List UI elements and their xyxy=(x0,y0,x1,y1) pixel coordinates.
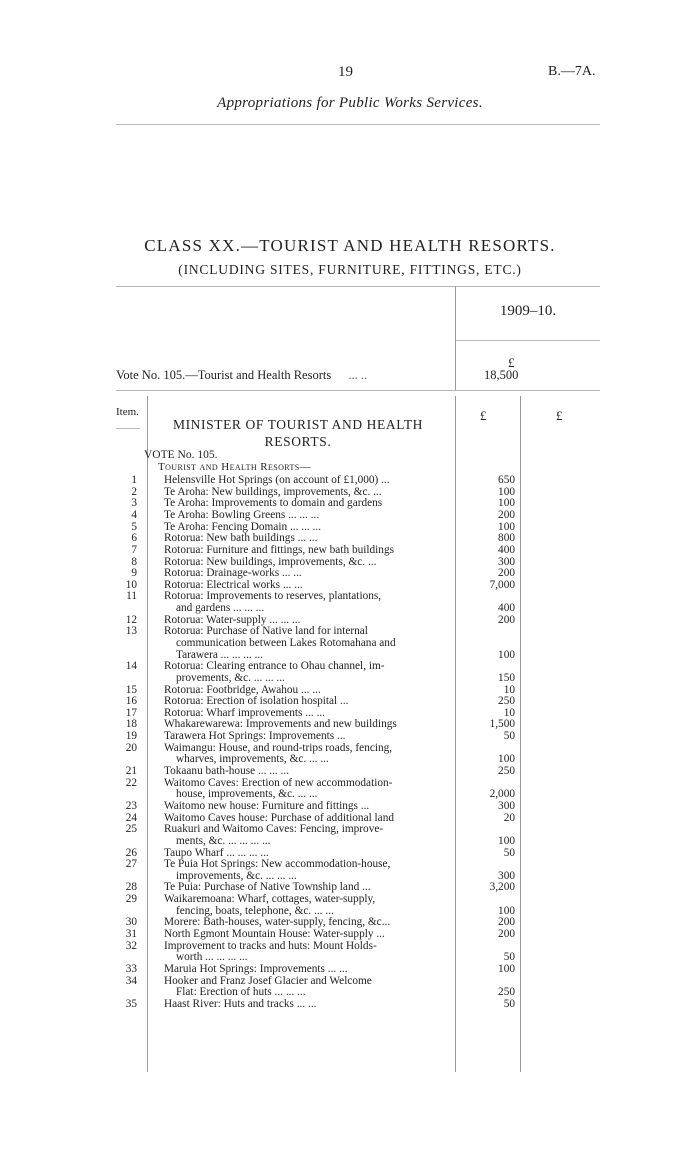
item-amount: 100 xyxy=(498,497,515,510)
item-number: 26 xyxy=(125,846,137,859)
item-description: Hooker and Franz Josef Glacier and Welcome xyxy=(164,975,372,987)
summary-bottom-rule xyxy=(116,390,600,391)
table-row xyxy=(108,778,528,789)
item-column-header: Item. xyxy=(116,406,139,418)
item-number: 18 xyxy=(125,718,137,731)
table-row xyxy=(108,859,528,870)
item-number: 25 xyxy=(125,823,137,836)
item-amount: 3,200 xyxy=(489,881,515,894)
table-row xyxy=(108,498,528,509)
table-row xyxy=(108,894,528,905)
item-number: 15 xyxy=(125,683,137,696)
item-number: 30 xyxy=(125,916,137,929)
item-description: Rotorua: Purchase of Native land for internal xyxy=(164,626,368,638)
item-number: 17 xyxy=(125,706,137,719)
table-row xyxy=(108,719,528,730)
amount-currency-1: £ xyxy=(480,408,487,423)
table-row xyxy=(108,836,528,847)
item-number: 34 xyxy=(125,974,137,987)
item-amount: 400 xyxy=(498,602,515,614)
table-row xyxy=(108,813,528,824)
item-number: 3 xyxy=(131,497,137,510)
item-description: Rotorua: Clearing entrance to Ohau channel, im- xyxy=(164,661,385,673)
item-amount: 250 xyxy=(498,695,515,708)
item-amount: 100 xyxy=(498,520,515,533)
item-description: Waitomo Caves house: Purchase of additional land xyxy=(164,812,394,824)
item-description: Rotorua: New buildings, improvements, &c. ... xyxy=(164,556,377,568)
table-row xyxy=(108,591,528,602)
item-amount: 150 xyxy=(498,671,515,684)
item-description: and gardens ... ... ... xyxy=(176,603,265,614)
vote-number: VOTE No. 105. xyxy=(144,449,218,461)
item-amount: 100 xyxy=(498,648,515,661)
item-description: Rotorua: Improvements to reserves, plantations, xyxy=(164,591,382,603)
table-row xyxy=(108,638,528,649)
item-description: Rotorua: Electrical works ... ... xyxy=(164,579,303,591)
item-description: Taupo Wharf ... ... ... ... xyxy=(164,847,269,859)
table-row xyxy=(108,941,528,952)
item-description: wharves, improvements, &c. ... ... xyxy=(176,754,329,766)
table-row xyxy=(108,801,528,812)
section-heading: Tourist and Health Resorts— xyxy=(158,461,312,473)
item-amount: 250 xyxy=(498,765,515,777)
item-description: Haast River: Huts and tracks ... ... xyxy=(164,998,317,1010)
item-description: Improvement to tracks and huts: Mount Holds- xyxy=(164,940,377,952)
table-row xyxy=(108,615,528,626)
item-amount: 200 xyxy=(498,508,515,521)
item-number: 29 xyxy=(125,893,137,905)
item-description: Waikaremoana: Wharf, cottages, water-supply, xyxy=(164,894,376,905)
table-row xyxy=(108,976,528,987)
item-description: Te Aroha: New buildings, improvements, &c. ... xyxy=(164,486,382,498)
item-number: 31 xyxy=(125,928,137,940)
item-amount: 20 xyxy=(503,811,515,824)
item-description: Waimangu: House, and round-trips roads, fencing, xyxy=(164,742,393,754)
item-amount: 1,500 xyxy=(489,718,515,731)
item-description: Morere: Bath-houses, water-supply, fencing, &c... xyxy=(164,917,391,929)
item-header-rule xyxy=(116,428,140,429)
item-description: communication between Lakes Rotomahana and xyxy=(176,638,396,649)
item-number: 12 xyxy=(125,613,137,626)
table-row xyxy=(108,917,528,928)
table-row xyxy=(108,580,528,591)
class-title: CLASS XX.—TOURIST AND HEALTH RESORTS. xyxy=(144,236,556,255)
item-description: provements, &c. ... ... ... xyxy=(176,672,285,684)
item-description: Rotorua: New bath buildings ... ... xyxy=(164,533,318,545)
table-row xyxy=(108,557,528,568)
item-amount: 50 xyxy=(503,997,515,1010)
table-row xyxy=(108,475,528,486)
item-number: 22 xyxy=(125,776,137,789)
item-amount: 200 xyxy=(498,916,515,929)
table-row xyxy=(108,929,528,940)
item-description: improvements, &c. ... ... ... xyxy=(176,870,297,882)
item-number: 28 xyxy=(125,881,137,894)
summary-top-rule xyxy=(116,286,600,287)
table-row xyxy=(108,766,528,777)
item-description: Whakarewarewa: Improvements and new buildings xyxy=(164,719,397,731)
table-row xyxy=(108,626,528,637)
table-row xyxy=(108,999,528,1010)
item-description: Maruia Hot Springs: Improvements ... ... xyxy=(164,963,348,975)
item-amount: 200 xyxy=(498,567,515,580)
item-description: Rotorua: Footbridge, Awahou ... ... xyxy=(164,684,321,696)
table-row xyxy=(108,522,528,533)
item-number: 32 xyxy=(125,939,137,952)
item-description: Tarawera ... ... ... ... xyxy=(176,649,264,661)
table-row xyxy=(108,510,528,521)
item-description: Ruakuri and Waitomo Caves: Fencing, improve- xyxy=(164,824,384,836)
item-description: Flat: Erection of huts ... ... ... xyxy=(176,987,306,999)
table-row xyxy=(108,906,528,917)
item-number: 8 xyxy=(131,555,137,568)
item-number: 5 xyxy=(131,520,137,533)
vote-label xyxy=(116,368,367,383)
minister-heading-line1: MINISTER OF TOURIST AND HEALTH xyxy=(172,417,424,432)
table-row xyxy=(108,545,528,556)
item-number: 13 xyxy=(125,625,137,638)
item-number: 2 xyxy=(131,485,137,498)
table-row xyxy=(108,743,528,754)
item-number: 10 xyxy=(125,578,137,591)
item-amount: 400 xyxy=(498,543,515,556)
item-number: 35 xyxy=(125,997,137,1010)
item-description: fencing, boats, telephone, &c. ... ... xyxy=(176,905,334,917)
item-amount: 2,000 xyxy=(489,788,515,801)
table-row xyxy=(108,882,528,893)
item-description: Te Puia: Purchase of Native Township land ... xyxy=(164,882,371,894)
table-row xyxy=(108,754,528,765)
item-amount: 50 xyxy=(503,730,515,743)
item-amount: 100 xyxy=(498,904,515,917)
item-number: 19 xyxy=(125,730,137,743)
table-row xyxy=(108,871,528,882)
item-number: 16 xyxy=(125,695,137,708)
item-amount: 300 xyxy=(498,869,515,882)
item-description: Rotorua: Furniture and fittings, new bath buildings xyxy=(164,544,394,556)
item-amount: 100 xyxy=(498,485,515,498)
item-number: 21 xyxy=(125,765,137,777)
page-number: 19 xyxy=(338,64,353,80)
item-description: house, improvements, &c. ... ... xyxy=(176,789,318,801)
table-row xyxy=(108,673,528,684)
table-row xyxy=(108,696,528,707)
minister-heading xyxy=(140,416,456,450)
item-description: worth ... ... ... ... xyxy=(176,952,248,964)
item-number: 23 xyxy=(125,799,137,812)
item-amount: 100 xyxy=(498,753,515,766)
item-amount: 50 xyxy=(503,951,515,964)
item-amount: 10 xyxy=(503,706,515,719)
item-number: 6 xyxy=(131,532,137,545)
item-number: 24 xyxy=(125,811,137,824)
item-amount: 10 xyxy=(503,683,515,696)
item-description: Rotorua: Erection of isolation hospital ... xyxy=(164,696,349,708)
item-description: Rotorua: Water-supply ... ... ... xyxy=(164,614,301,626)
minister-heading-line2: RESORTS. xyxy=(264,434,332,449)
item-description: Rotorua: Wharf improvements ... ... xyxy=(164,707,326,719)
table-row xyxy=(108,568,528,579)
item-number: 11 xyxy=(126,590,137,603)
table-row xyxy=(108,661,528,672)
item-amount: 800 xyxy=(498,532,515,545)
item-number: 14 xyxy=(125,660,137,673)
item-amount: 250 xyxy=(498,986,515,999)
item-description: Rotorua: Drainage-works ... ... xyxy=(164,568,302,580)
table-row xyxy=(108,650,528,661)
running-title: Appropriations for Public Works Services. xyxy=(217,95,483,111)
item-description: Waitomo new house: Furniture and fittings ... xyxy=(164,800,370,812)
amount-currency-2: £ xyxy=(556,408,563,423)
summary-currency: £ xyxy=(508,355,515,370)
table-row xyxy=(108,848,528,859)
item-amount: 100 xyxy=(498,834,515,847)
summary-column-divider xyxy=(455,286,456,390)
document-reference: B.—7A. xyxy=(548,64,596,79)
table-row xyxy=(108,685,528,696)
class-subtitle: (INCLUDING SITES, FURNITURE, FITTINGS, ETC.) xyxy=(178,262,522,277)
item-description: North Egmont Mountain House: Water-supply ... xyxy=(164,929,385,940)
vote-amount: 18,500 xyxy=(484,368,519,382)
item-number: 4 xyxy=(131,508,137,521)
item-description: Waitomo Caves: Erection of new accommodation- xyxy=(164,777,393,789)
item-amount: 200 xyxy=(498,928,515,940)
item-description: Helensville Hot Springs (on account of £1,000) ... xyxy=(164,475,390,486)
table-row xyxy=(108,964,528,975)
item-description: Te Aroha: Fencing Domain ... ... ... xyxy=(164,521,322,533)
fiscal-year: 1909–10. xyxy=(499,303,557,319)
header-rule xyxy=(116,124,600,125)
table-row xyxy=(108,487,528,498)
item-number: 20 xyxy=(125,741,137,754)
item-description: ments, &c. ... ... ... ... xyxy=(176,835,271,847)
table-row xyxy=(108,603,528,614)
vote-label-leaders: ... .. xyxy=(348,368,368,382)
table-row xyxy=(108,731,528,742)
vote-label-text: Vote No. 105.—Tourist and Health Resorts xyxy=(116,368,332,382)
item-number: 7 xyxy=(131,543,137,556)
table-row xyxy=(108,824,528,835)
item-description: Te Aroha: Improvements to domain and gardens xyxy=(164,498,383,510)
item-amount: 300 xyxy=(498,555,515,568)
item-number: 9 xyxy=(131,567,137,580)
item-amount: 200 xyxy=(498,613,515,626)
item-description: Tokaanu bath-house ... ... ... xyxy=(164,766,290,777)
year-rule xyxy=(456,340,600,341)
item-description: Te Puia Hot Springs: New accommodation-house, xyxy=(164,859,391,871)
item-description: Te Aroha: Bowling Greens ... ... ... xyxy=(164,509,320,521)
item-amount: 7,000 xyxy=(489,578,515,591)
table-row xyxy=(108,708,528,719)
table-row xyxy=(108,952,528,963)
table-row xyxy=(108,533,528,544)
item-number: 27 xyxy=(125,858,137,871)
item-amount: 650 xyxy=(498,474,515,486)
item-amount: 50 xyxy=(503,846,515,859)
item-number: 1 xyxy=(131,474,137,486)
table-row xyxy=(108,789,528,800)
item-amount: 100 xyxy=(498,962,515,975)
table-row xyxy=(108,987,528,998)
item-amount: 300 xyxy=(498,799,515,812)
item-number: 33 xyxy=(125,962,137,975)
item-description: Tarawera Hot Springs: Improvements ... xyxy=(164,731,346,743)
